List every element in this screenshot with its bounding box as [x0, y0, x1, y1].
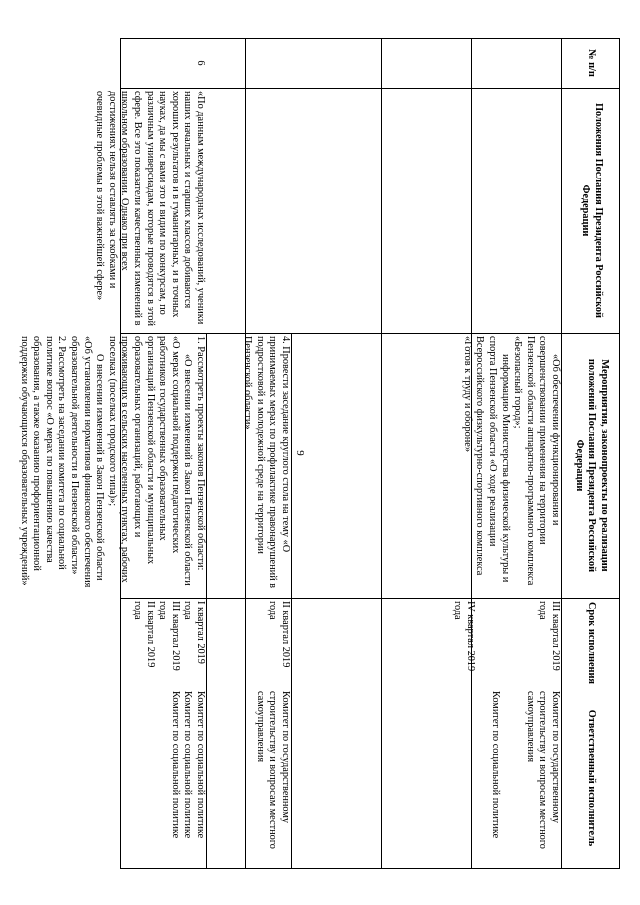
- header-num: № п/п: [586, 49, 598, 77]
- measures-table: [18, 38, 620, 868]
- responsible-cell-item4: [207, 688, 292, 868]
- measures-cell-item4: [207, 333, 292, 598]
- table-border: [120, 868, 620, 869]
- deadline-text: II квартал 2019 года: [267, 601, 291, 668]
- measure-text: «О внесении изменений в Закон Пензенской области «О мерах социальной поддержки педагогических работников государственных образовательных организаций Пензенской области и муниципальных образовательных организаций, работающих и проживающих в сельских населенных пунктах, рабочих поселках (поселках городского типа)»;: [106, 336, 194, 586]
- header-provision: Положения Послания Президента Российской Федерации: [580, 103, 604, 318]
- deadline-text: IV квартал 2019 года: [452, 601, 476, 672]
- measures-cell-continued: [292, 333, 562, 598]
- responsible-text: Комитет по социальной политике: [195, 691, 206, 839]
- header-deadline: Срок исполнения: [586, 602, 598, 684]
- page-number: 9: [294, 450, 306, 456]
- deadline-cell-continued: [292, 598, 562, 688]
- measure-text: информацию Министерства физической культуры и спорта Пензенской области «О ходе реализации Всероссийского физкультурно-спортивного комплекса «Готов к труду и обороне»: [461, 336, 511, 583]
- measure-text: 1. Рассмотреть проекты законов Пензенской области:: [195, 336, 206, 571]
- responsible-cell-continued: [292, 688, 562, 868]
- provision-text: «По данным международных исследований, ученики наших начальных и старших классов добиваются хороших результатов и в гуманитарных, и в точных науках, да мы с вами это и видим по конкурсам, по различным универсиадам, которые проводятся в этой сфере. Все это показатели качественных изменений в школьном образовании. Однако при всех достижениях нельзя оставлять за скобками и очевидные проблемы в этой важнейшей сфере»: [94, 91, 206, 326]
- deadline-text: I квартал 2019 года: [182, 601, 206, 664]
- deadline-cell-row6: [120, 598, 207, 688]
- measures-cell-row6: [18, 333, 207, 598]
- deadline-text: II квартал 2019 года: [132, 601, 156, 668]
- responsible-text: Комитет по социальной политике: [182, 691, 194, 839]
- responsible-text: Комитет по социальной политике: [169, 691, 181, 839]
- measure-text: О внесении изменений в Закон Пензенской области «Об установлении нормативов финансового обеспечения образовательной деятельности в Пензенской области»: [69, 336, 106, 588]
- rotated-table-frame: [18, 38, 620, 868]
- measure-text: 2. Рассмотреть на заседании комитета по социальной политике вопрос «О мерах по повышению качества образования, а также оказанию профориентационной поддержки обучающихся образовательных учреждений»: [18, 336, 68, 586]
- deadline-cell-item4: [207, 598, 292, 688]
- deadline-text: III квартал 2019 года: [157, 601, 181, 671]
- header-responsible: Ответственный исполнитель: [586, 709, 598, 847]
- measure-text: 4. Провести заседание круглого стола на тему «О принимаемых мерах по профилактике правонарушений в подростковой и молодежной среде на территории Пензенской области»: [242, 336, 291, 589]
- measure-text: «Об обеспечении функционирования и совершенствовании применения на территории Пензенской области аппаратно-программного комплекса «Безопасный город»;: [512, 336, 561, 586]
- header-measures: Мероприятия, законопроекты по реализации положений Послания Президента Российской Федерации: [573, 358, 610, 573]
- responsible-text: Комитет по государственному строительству и вопросам местного самоуправления: [524, 691, 561, 849]
- responsible-text: Комитет по государственному строительству и вопросам местного самоуправления: [254, 691, 291, 849]
- responsible-text: Комитет по социальной политике: [490, 691, 502, 839]
- row-number: 6: [195, 60, 206, 66]
- provision-cell-row6: [94, 88, 207, 333]
- responsible-cell-row6: [120, 688, 207, 868]
- deadline-text: III квартал 2019 года: [537, 601, 561, 671]
